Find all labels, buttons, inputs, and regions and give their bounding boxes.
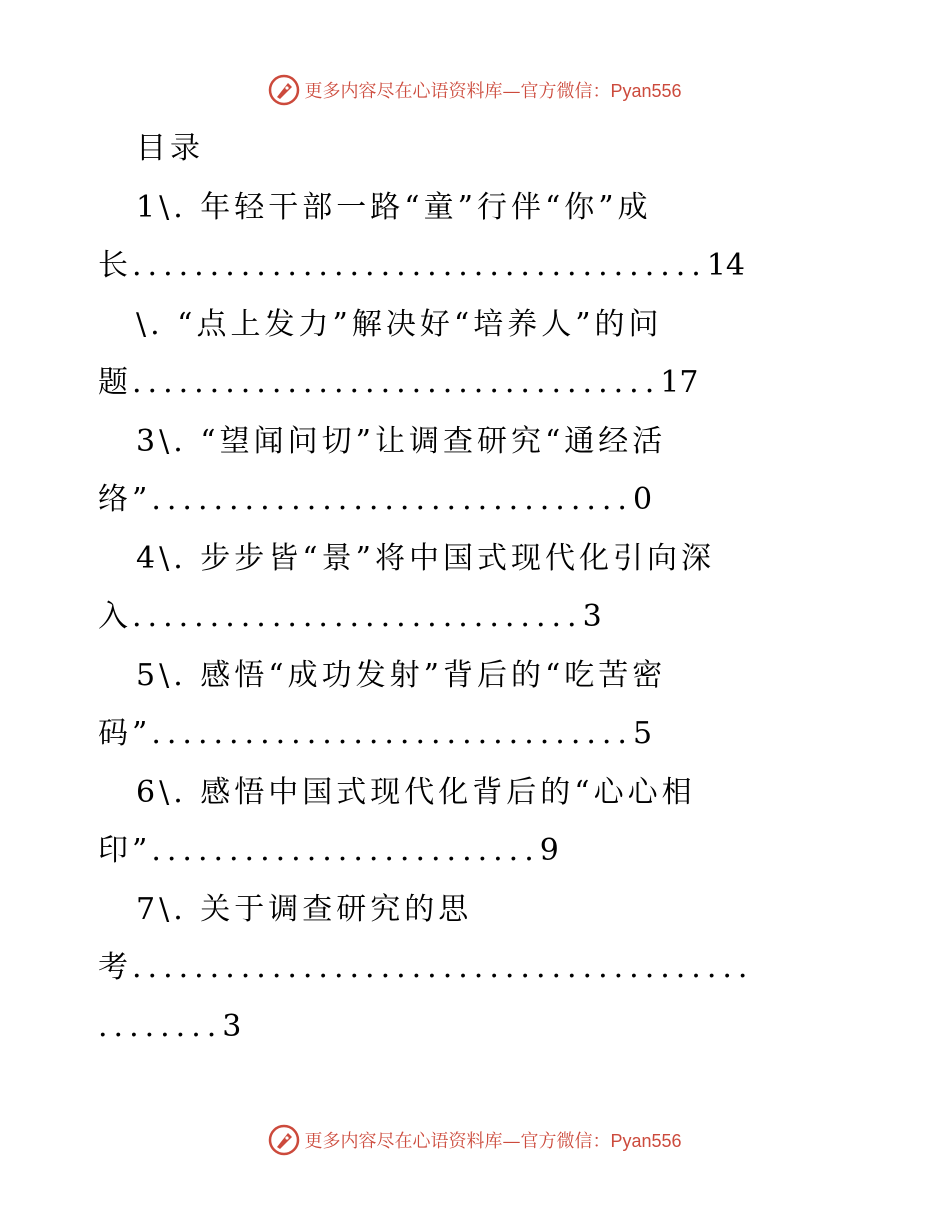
toc-entry-7-title[interactable]: 7\. 关于调查研究的思 xyxy=(136,891,473,927)
toc-entry-7-continuation-2[interactable]: ........3 xyxy=(98,1008,242,1044)
toc-entry-7-continuation[interactable]: 考........................................ xyxy=(98,950,754,985)
toc-entry-4-page: 3 xyxy=(582,599,602,634)
toc-entry-2-title[interactable]: \. “点上发力”解决好“培养人”的问 xyxy=(136,306,663,342)
footer-banner xyxy=(0,1120,950,1160)
toc-entry-1-title[interactable]: 1\. 年轻干部一路“童”行伴“你”成 xyxy=(136,189,652,225)
toc-entry-5-page: 5 xyxy=(632,716,653,751)
toc-heading: 目录 xyxy=(136,131,204,166)
pen-nib-logo-icon xyxy=(268,74,300,106)
toc-entry-5-title[interactable]: 5\. 感悟“成功发射”背后的“吃苦密 xyxy=(136,657,667,693)
toc-entry-7-page: 3 xyxy=(222,1008,242,1044)
table-of-contents xyxy=(98,120,858,1056)
banner-text: 更多内容尽在心语资料库—官方微信：Pyan556 xyxy=(304,81,682,102)
toc-entry-3-continuation[interactable]: 络”...............................0 xyxy=(98,482,653,517)
toc-entry-1-page: 14 xyxy=(706,248,746,283)
toc-entry-4-title[interactable]: 4\. 步步皆“景”将中国式现代化引向深 xyxy=(136,540,715,576)
toc-entry-2-page: 17 xyxy=(660,365,699,400)
banner-text: 更多内容尽在心语资料库—官方微信：Pyan556 xyxy=(304,1131,682,1152)
toc-entry-3-page: 0 xyxy=(632,482,653,517)
toc-entry-6-title[interactable]: 6\. 感悟中国式现代化背后的“心心相 xyxy=(136,774,696,810)
toc-entry-5-continuation[interactable]: 码”...............................5 xyxy=(98,716,653,751)
toc-entry-6-page: 9 xyxy=(539,833,559,868)
toc-entry-1-continuation[interactable]: 长.....................................14 xyxy=(98,248,746,283)
toc-entry-2-continuation[interactable]: 题..................................17 xyxy=(98,365,699,400)
toc-entry-4-continuation[interactable]: 入.............................3 xyxy=(98,599,602,634)
pen-nib-logo-icon xyxy=(268,1124,300,1156)
toc-entry-6-continuation[interactable]: 印”.........................9 xyxy=(98,833,559,868)
toc-entry-3-title[interactable]: 3\. “望闻问切”让调查研究“通经活 xyxy=(136,423,667,459)
header-banner xyxy=(0,70,950,110)
